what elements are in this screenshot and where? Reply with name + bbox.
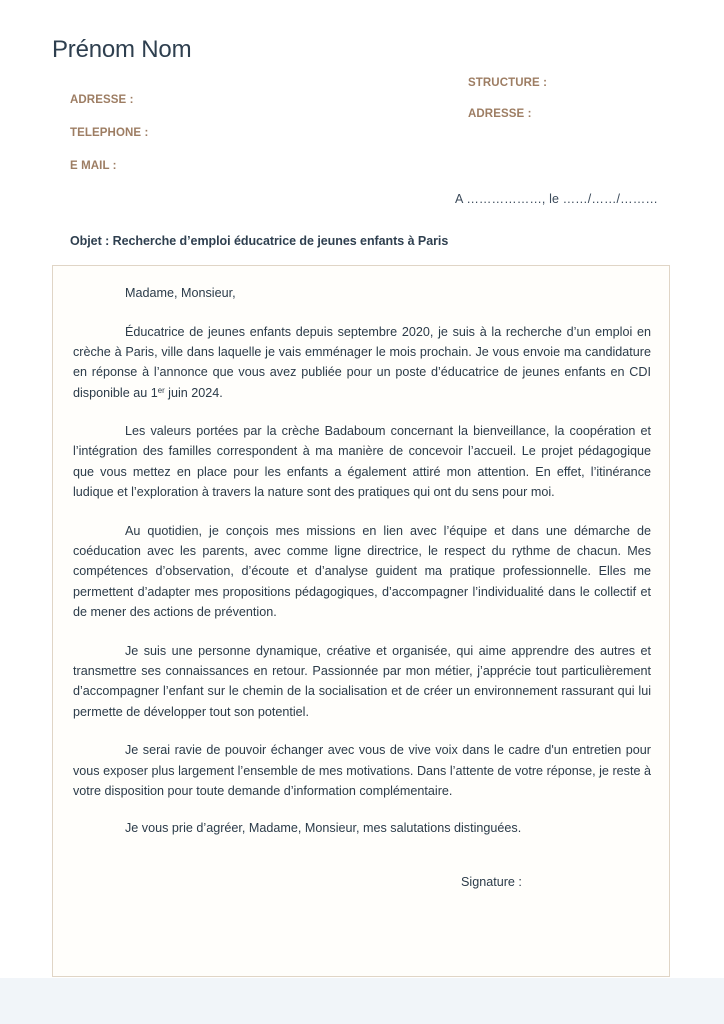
recipient-field-structure: STRUCTURE : xyxy=(468,77,548,89)
paragraph-intro xyxy=(73,322,651,404)
sender-field-telephone: TELEPHONE : xyxy=(70,127,149,139)
letter-body-box xyxy=(52,265,670,977)
letter-header xyxy=(0,0,724,262)
sender-field-email: E MAIL : xyxy=(70,160,117,172)
salutation: Madame, Monsieur, xyxy=(125,286,236,300)
paragraph-personality: Je suis une personne dynamique, créative et organisée, qui aime apprendre des autres et transmettre ses connaissances en retour. Passionnée par mon métier, j’apprécie tout particulièrement d’accompagner l’enfant sur le chemin de la socialisation et de créer un environnement rassurant qui lui permette de développer tout son potentiel. xyxy=(73,643,651,719)
letter-body-content xyxy=(73,284,651,892)
closing-formula: Je vous prie d’agréer, Madame, Monsieur, mes salutations distinguées. xyxy=(125,821,522,836)
sender-name: Prénom Nom xyxy=(52,36,192,63)
subject-line: Objet : Recherche d’emploi éducatrice de jeunes enfants à Paris xyxy=(70,234,449,248)
paragraph-interview: Je serai ravie de pouvoir échanger avec vous de vive voix dans le cadre d'un entretien pour vous exposer plus largement l’ensemble de mes motivations. Dans l’attente de votre réponse, je reste à votre disposition pour toute demande d’information complémentaire. xyxy=(73,743,651,798)
paragraph-intro-text-after: juin 2024. xyxy=(164,385,223,400)
paragraph-intro-text-before: Éducatrice de jeunes enfants depuis septembre 2020, je suis à la recherche d’un emploi en crèche à Paris, ville dans laquelle je vais emménager le mois prochain. Je vous envoie ma candidature en réponse à l’annonce que vous avez publiée pour un poste d’éducatrice de jeunes enfants en CDI disponible au 1 xyxy=(73,324,651,400)
ordinal-suffix-superscript: er xyxy=(157,385,165,395)
recipient-field-adresse: ADRESSE : xyxy=(468,108,532,120)
sender-field-adresse: ADRESSE : xyxy=(70,94,134,106)
paragraph-daily: Au quotidien, je conçois mes missions en lien avec l’équipe et dans une démarche de coéducation avec les parents, avec comme ligne directrice, le respect du rythme de chacun. Mes compétences d’observation, d’écoute et d’analyse guident ma pratique professionnelle. Elles me permettent d’adapter mes propositions pédagogiques, d’accompagner l’individualité dans le collectif et de mener des actions de prévention. xyxy=(73,523,651,620)
paragraph-values: Les valeurs portées par la crèche Badaboum concernant la bienveillance, la coopération et l’intégration des familles correspondent à ma manière de concevoir l’accueil. Le projet pédagogique que vous mettez en place pour les enfants a également attiré mon attention. En effet, l’itinérance ludique et l’exploration à travers la nature sont des pratiques qui ont du sens pour moi. xyxy=(73,424,651,500)
place-and-date-line: A ………………, le ……/……/……… xyxy=(455,192,658,206)
signature-label: Signature : xyxy=(461,874,522,889)
